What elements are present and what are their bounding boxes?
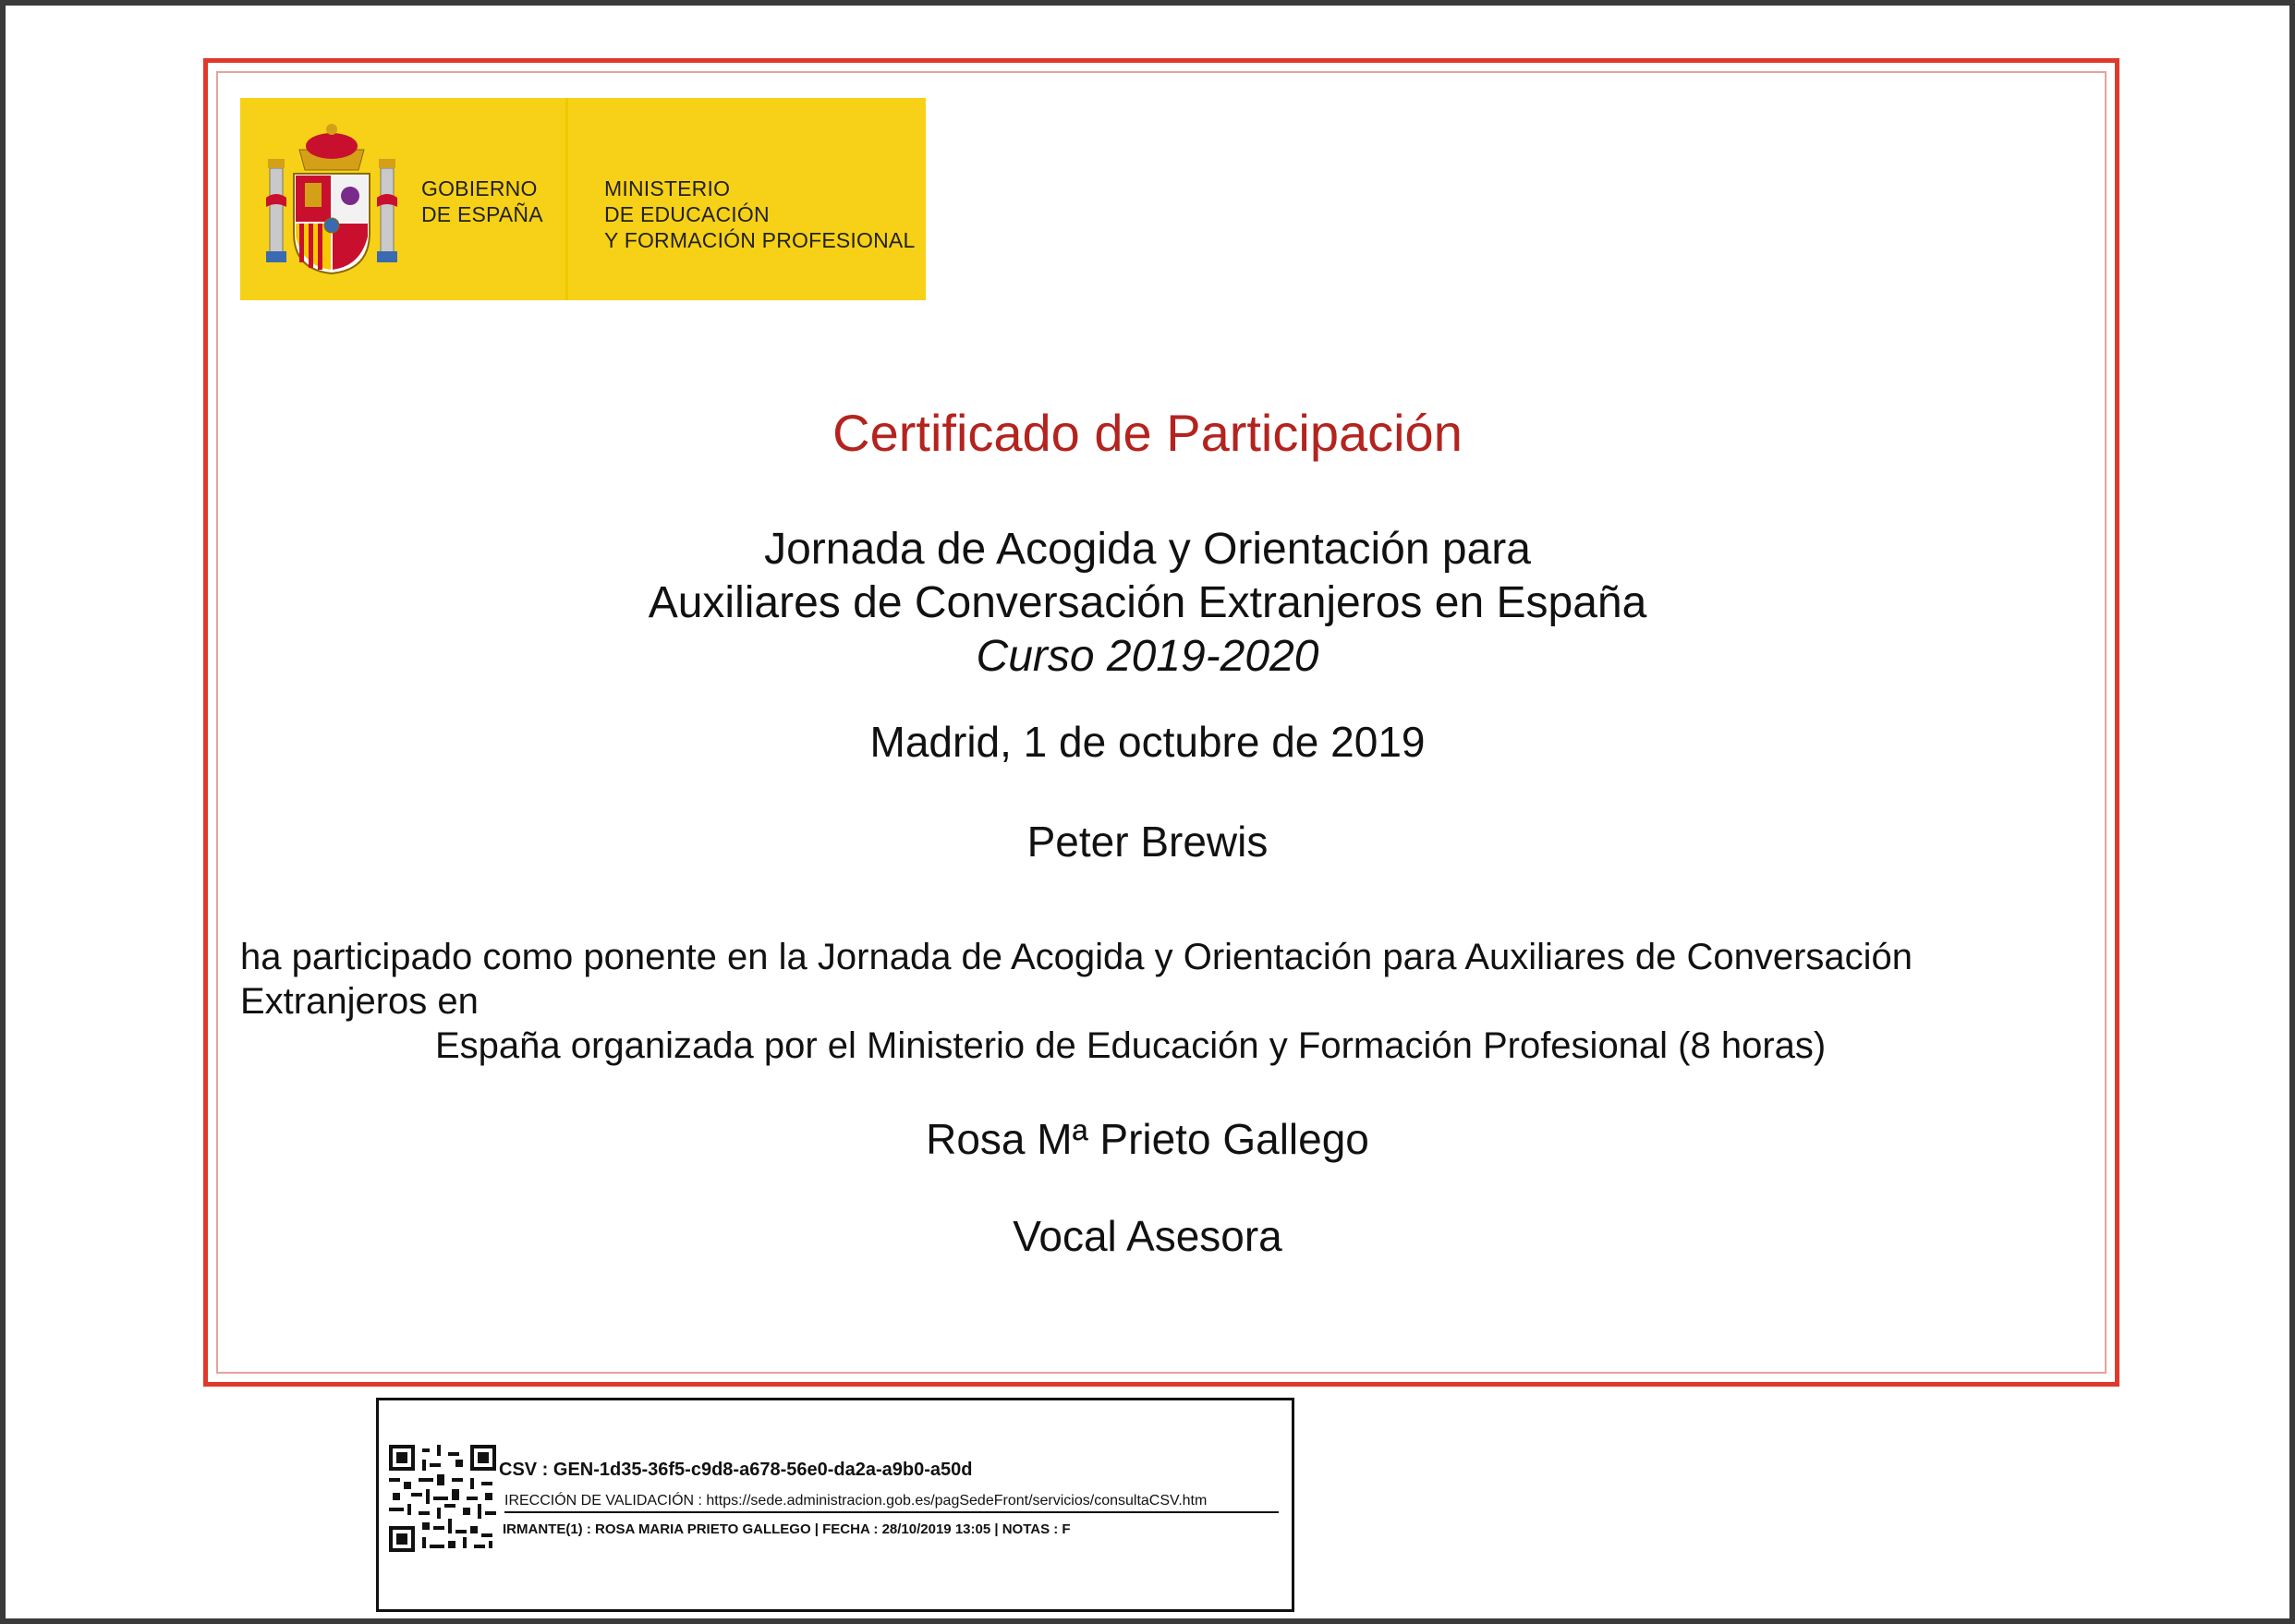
signatory-details: IRMANTE(1) : ROSA MARIA PRIETO GALLEGO | FECHA : 28/10/2019 13:05 | NOTAS : F [503, 1521, 1071, 1537]
event-name [6, 523, 2289, 684]
event-line-1: Jornada de Acogida y Orientación para [764, 525, 1531, 574]
certificate-title: Certificado de Participación [832, 404, 1463, 462]
gov-line-1: GOBIERNO [421, 176, 538, 200]
signer-name: Rosa Mª Prieto Gallego [926, 1115, 1369, 1163]
csv-code: CSV : GEN-1d35-36f5-c9d8-a678-56e0-da2a-a9b0-a50d [499, 1460, 973, 1480]
logo-divider [565, 98, 568, 300]
recipient-name: Peter Brewis [1026, 818, 1269, 866]
qr-code-icon [389, 1445, 496, 1552]
body-line-1: ha participado como ponente en la Jornada de Acogida y Orientación para Auxiliares de Conversación [240, 937, 1913, 977]
coat-of-arms-icon [266, 122, 397, 277]
signer-role: Vocal Asesora [1013, 1212, 1282, 1260]
event-line-2: Auxiliares de Conversación Extranjeros en España [648, 578, 1647, 627]
body-line-3: España organizada por el Ministerio de Educación y Formación Profesional (8 horas) [435, 1025, 1827, 1066]
date-place: Madrid, 1 de octubre de 2019 [869, 718, 1426, 766]
ministry-line-1: MINISTERIO [604, 176, 731, 200]
ministry-label [604, 176, 915, 253]
ministry-line-3: Y FORMACIÓN PROFESIONAL [604, 228, 916, 252]
certificate-body [240, 935, 2180, 1066]
government-logo [240, 98, 926, 300]
government-label [421, 176, 543, 227]
gov-line-2: DE ESPAÑA [421, 202, 543, 226]
course-year: Curso 2019-2020 [976, 632, 1319, 681]
certificate-page [6, 6, 2289, 1618]
validation-address: IRECCIÓN DE VALIDACIÓN : https://sede.administracion.gob.es/pagSedeFront/servicios/consultaCSV.htm [504, 1493, 1279, 1513]
body-line-2: Extranjeros en [240, 981, 479, 1022]
ministry-line-2: DE EDUCACIÓN [604, 202, 770, 226]
electronic-signature-stamp [376, 1398, 1294, 1612]
